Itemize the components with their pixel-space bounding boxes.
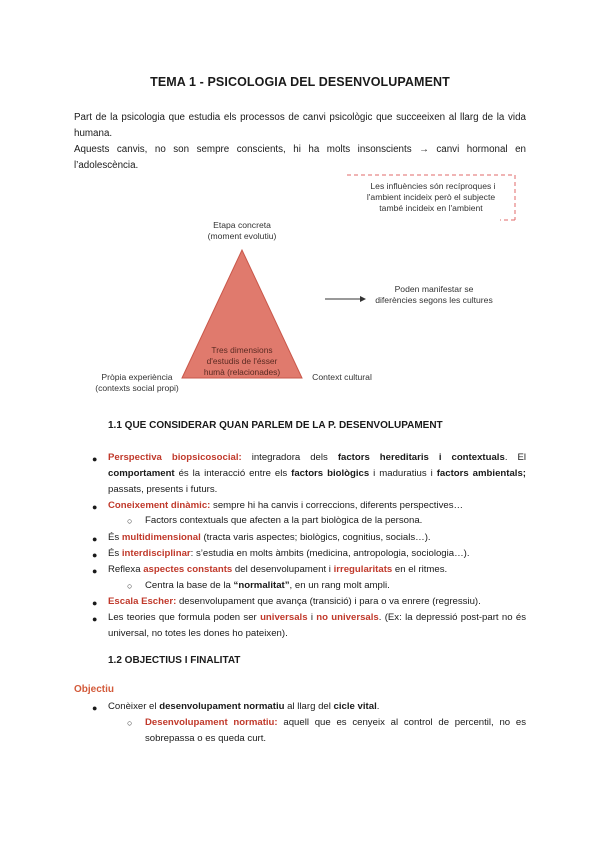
arrow-label-2: diferències segons les cultures	[375, 295, 493, 305]
objectiu-label: Objectiu	[74, 684, 115, 695]
box-text-1: Les influències són recíproques i	[370, 181, 496, 191]
list-item: Coneixement dinàmic: sempre hi ha canvis i correccions, diferents perspectives…	[108, 500, 464, 511]
list-item: Escala Escher: desenvolupament que avança (transició) i para o va enrere (regressiu).	[108, 596, 481, 607]
page-title: TEMA 1 - PSICOLOGIA DEL DESENVOLUPAMENT	[150, 75, 450, 89]
arrow-head-icon	[360, 296, 366, 302]
list-item: Reflexa aspectes constants del desenvolupament i irregularitats en el ritmes.	[108, 564, 448, 575]
arrow-label-1: Poden manifestar se	[394, 284, 474, 294]
sub-bullet-icon: ○	[127, 581, 133, 591]
list-item: Les teories que formula poden ser universals i no universals. (Ex: la depressió post-part no és universal, no totes les dones ho pateixen).	[108, 612, 526, 639]
triangle-text-3: humà (relacionades)	[203, 367, 281, 377]
box-text-3: també incideix en l'ambient	[379, 203, 483, 213]
right-label: Context cultural	[312, 372, 372, 382]
bullet-icon: ●	[92, 550, 98, 560]
bullet-icon: ●	[92, 598, 98, 608]
sub-bullet-icon: ○	[127, 516, 133, 526]
bullet-icon: ●	[92, 703, 98, 713]
left-label-1: Pròpia experiència	[101, 372, 173, 382]
sub-bullet-icon: ○	[127, 718, 133, 728]
list-item: Centra la base de la “normalitat”, en un rang molt ampli.	[145, 580, 390, 591]
list-item: És multidimensional (tracta varis aspectes; biològics, cognitius, socials…).	[108, 532, 431, 543]
box-text-2: l'ambient incideix però el subjecte	[366, 192, 496, 202]
list-item: És interdisciplinar: s’estudia en molts àmbits (medicina, antropologia, sociologia…).	[108, 548, 470, 559]
bullet-icon: ●	[92, 534, 98, 544]
development-diagram	[0, 170, 600, 400]
list-item: Factors contextuals que afecten a la part biològica de la persona.	[145, 515, 423, 526]
reciprocal-influence-box	[500, 175, 515, 220]
list-item: Desenvolupament normatiu: aquell que es cenyeix al control de percentil, no es sobrepassa o es queda curt.	[145, 717, 526, 744]
bullet-icon: ●	[92, 454, 98, 464]
list-item: Conèixer el desenvolupament normatiu al llarg del cicle vital.	[108, 701, 380, 712]
section-1-heading: 1.1 QUE CONSIDERAR QUAN PARLEM DE LA P. DESENVOLUPAMENT	[108, 420, 443, 431]
top-label-1: Etapa concreta	[213, 220, 271, 230]
intro-paragraph-2: Aquests canvis, no son sempre conscients, hi ha molts insonscients → canvi hormonal en l’adolescència.	[74, 144, 526, 171]
bullet-icon: ●	[92, 502, 98, 512]
bullet-icon: ●	[92, 614, 98, 624]
list-item: Perspectiva biopsicosocial: integradora dels factors hereditaris i contextuals. El comportament és la interacció entre els factors biològics i maduratius i factors ambientals; passats, presents i futurs.	[108, 452, 526, 495]
intro-paragraph-1: Part de la psicologia que estudia els processos de canvi psicològic que succeeixen al llarg de la vida humana.	[74, 112, 526, 139]
left-label-2: (contexts social propi)	[95, 383, 179, 393]
section-2-heading: 1.2 OBJECTIUS I FINALITAT	[108, 655, 241, 666]
bullet-icon: ●	[92, 566, 98, 576]
triangle-text-1: Tres dimensions	[211, 345, 273, 355]
top-label-2: (moment evolutiu)	[207, 231, 277, 241]
triangle-text-2: d'estudis de l'ésser	[206, 356, 278, 366]
